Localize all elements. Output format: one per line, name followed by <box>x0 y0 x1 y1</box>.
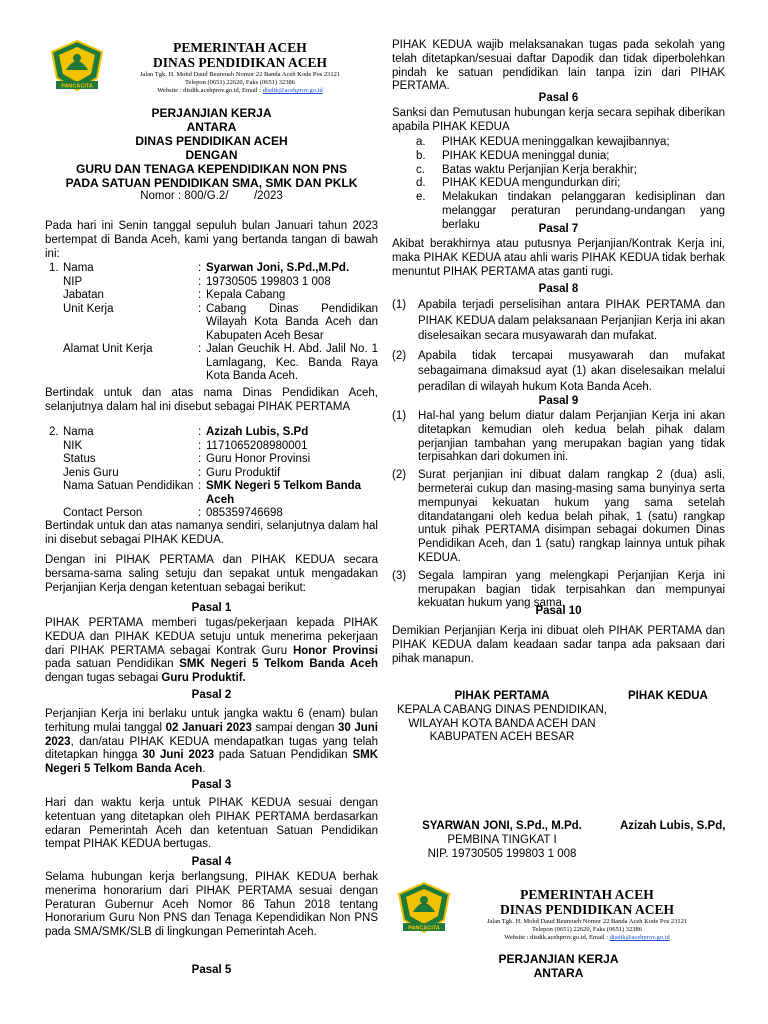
letterhead-page-2 <box>397 882 719 941</box>
list-item: a. PIHAK KEDUA meninggalkan kewajibannya; <box>416 136 670 148</box>
list-item: b. PIHAK KEDUA meninggal dunia; <box>416 149 610 162</box>
pasal-5-text: PIHAK KEDUA wajib melaksanakan tugas pada sekolah yang telah ditetapkan/sesuai daftar Dapodik dan tidak diperbolehkan pindah ke satuan pendidikan lain tanpa izin dari PIHAK PERTAMA. <box>392 39 725 93</box>
list-item: (1) Apabila terjadi perselisihan antara PIHAK PERTAMA dan PIHAK KEDUA dalam pelaksanaan Perjanjian Kerja ini akan diselesaikan secara musyawarah dan mufakat. <box>392 299 725 342</box>
pasal-8-list <box>392 298 725 395</box>
list-item: (1) Hal-hal yang belum diatur dalam Perjanjian Kerja ini akan ditetapkan kemudian oleh kedua belah pihak dalam perjanjian tambahan yang merupakan bagian yang tidak terpisahkan dari dokumen ini. <box>392 410 725 464</box>
heading-line-1: PERJANJIAN KERJA <box>151 106 272 120</box>
signature-pihak-kedua-label: PIHAK KEDUA <box>628 690 708 702</box>
logo-label: PANCACITA <box>61 83 93 90</box>
heading-line-1: PERJANJIAN KERJA <box>498 952 619 966</box>
letterhead-title-2: DINAS PENDIDIKAN ACEH <box>499 902 675 917</box>
letterhead-website: Website : disdik.acehprov.go.id, Email : disdik@acehprov.go.id <box>504 934 670 941</box>
pasal-5-title: Pasal 5 <box>191 964 232 976</box>
pasal-6-title: Pasal 6 <box>538 92 579 104</box>
letterhead-address: Jalan Tgk. H. Mohd Daud Beureueh Nomor 22 Banda Aceh Kode Pos 23121 <box>139 71 341 78</box>
pasal-10-text: Demikian Perjanjian Kerja ini dibuat oleh PIHAK PERTAMA dan PIHAK KEDUA dalam keadaan sadar tanpa ada paksaan dari pihak manapun. <box>392 625 725 665</box>
next-page-heading <box>392 952 725 980</box>
heading-line-5: GURU DAN TENAGA KEPENDIDIKAN NON PNS <box>76 162 347 176</box>
letterhead-address: Jalan Tgk. H. Mohd Daud Beureueh Nomor 22 Banda Aceh Kode Pos 23121 <box>486 918 688 925</box>
document-number: Nomor : 800/G.2/ /2023 <box>140 190 283 202</box>
pasal-3-title: Pasal 3 <box>191 779 232 791</box>
signature-pihak-pertama: PIHAK PERTAMA KEPALA CABANG DINAS PENDIDIKAN, WILAYAH KOTA BANDA ACEH DAN KABUPATEN ACEH BESAR <box>396 690 608 744</box>
pasal-6-intro: Sanksi dan Pemutusan hubungan kerja secara sepihak diberikan apabila PIHAK KEDUA <box>392 107 725 133</box>
document-heading <box>45 106 378 204</box>
heading-line-3: DINAS PENDIDIKAN ACEH <box>135 134 288 148</box>
letterhead-phone: Telepon (0651) 22620, Faks (0651) 32386 <box>184 79 296 86</box>
pasal-8-title: Pasal 8 <box>538 283 579 295</box>
pasal-4-title: Pasal 4 <box>191 856 232 868</box>
pasal-9-title: Pasal 9 <box>538 395 579 407</box>
letterhead-website: Website : disdik.acehprov.go.id, Email : disdik@acehprov.go.id <box>157 87 323 94</box>
party-2-closing: Bertindak untuk dan atas namanya sendiri, selanjutnya dalam hal ini disebut sebagai PIHAK KEDUA. <box>45 520 378 546</box>
pasal-7-text: Akibat berakhirnya atau putusnya Perjanjian/Kontrak Kerja ini, maka PIHAK KEDUA atau ahli waris PIHAK KEDUA tidak berhak menuntut PIHAK PERTAMA atas ganti rugi. <box>392 238 725 278</box>
signature-pertama-name-block: SYARWAN JONI, S.Pd., M.Pd. PEMBINA TINGKAT I NIP. 19730505 199803 1 008 <box>422 820 582 860</box>
list-item: (3) Segala lampiran yang melengkapi Perjanjian Kerja ini merupakan bagian tidak terpisahkan dan mempunyai kekuatan hukum yang sama. <box>392 569 725 610</box>
pasal-6-list <box>416 136 725 233</box>
email-link[interactable]: disdik@acehprov.go.id <box>609 934 670 941</box>
pasal-2-title: Pasal 2 <box>191 689 232 701</box>
party-1-closing: Bertindak untuk dan atas nama Dinas Pendidikan Aceh, selanjutnya dalam hal ini disebut sebagai PIHAK PERTAMA <box>45 387 378 413</box>
aceh-emblem-icon <box>50 40 104 92</box>
email-link[interactable]: disdik@acehprov.go.id <box>262 87 323 94</box>
heading-line-2: ANTARA <box>186 120 237 134</box>
pasal-9-list <box>392 410 725 611</box>
aceh-emblem-icon <box>397 882 451 934</box>
pasal-3-text: Hari dan waktu kerja untuk PIHAK KEDUA sesuai dengan ketentuan yang ditetapkan oleh PIHAK PERTAMA berdasarkan edaran Pemerintah Aceh dan ketentuan Satuan Pendidikan tempat PIHAK KEDUA bertugas. <box>45 797 378 851</box>
letterhead-phone: Telepon (0651) 22620, Faks (0651) 32386 <box>531 926 643 933</box>
letterhead <box>50 40 372 96</box>
list-item: (2) Surat perjanjian ini dibuat dalam rangkap 2 (dua) asli, bermeterai cukup dan masing-masing sama bunyinya serta mempunyai kekuatan hukum yang sama setelah ditandatangani oleh kedua belah pihak, 1 (satu) rangkap untuk pihak PERTAMA disimpan sebagai dokumen Dinas Pendidikan Aceh, dan 1 (satu) rangkap lainnya untuk pihak KEDUA. <box>392 469 725 564</box>
heading-line-2: ANTARA <box>533 966 584 980</box>
heading-line-6: PADA SATUAN PENDIDIKAN SMA, SMK DAN PKLK <box>65 176 358 190</box>
letterhead-title-1: PEMERINTAH ACEH <box>173 40 307 55</box>
letterhead-title-2: DINAS PENDIDIKAN ACEH <box>152 55 328 70</box>
agreement-paragraph: Dengan ini PIHAK PERTAMA dan PIHAK KEDUA secara bersama-sama saling setuju dan sepakat untuk mengadakan Perjanjian Kerja dengan ketentuan sebagai berikut: <box>45 554 378 594</box>
pasal-4-text: Selama hubungan kerja berlangsung, PIHAK KEDUA berhak menerima honorarium dari PIHAK PERTAMA sesuai dengan Peraturan Gubernur Aceh Nomor 86 Tahun 2018 tentang Honorarium Guru Non PNS dan Tenaga Kependidikan Non PNS pada SMA/SMK/SLB di lingkungan Pemerintah Aceh. <box>45 871 378 939</box>
pasal-1-title: Pasal 1 <box>191 602 232 614</box>
list-item: (2) Apabila tidak tercapai musyawarah dan mufakat sebagaimana dimaksud ayat (1) akan diselesaikan melalui peradilan di wilayah hukum Kota Banda Aceh. <box>392 349 725 393</box>
party-1-table: 1. Nama : Syarwan Joni, S.Pd.,M.Pd. NIP : 19730505 199803 1 008 Jabatan : Kepala Cabang Unit Kerja : Cabang Dinas Pendidikan Wilayah Kota Banda Aceh dan Kabupaten Aceh Besar Alamat Unit Kerja : Jalan Geuchik H. Abd. Jalil No. 1 Lamlagang, Kec. Banda Raya Kota Banda Aceh. <box>49 262 378 382</box>
pasal-7-title: Pasal 7 <box>538 223 579 235</box>
list-item: e. Melakukan tindakan pelanggaran kedisiplinan dan melanggar peraturan perundang-undangan yang berlaku <box>416 191 725 231</box>
signature-kedua-name: Azizah Lubis, S.Pd, <box>620 820 726 832</box>
party-2-table: 2. Nama : Azizah Lubis, S.Pd NIK : 1171065208980001 Status : Guru Honor Provinsi Jenis Guru : Guru Produktif Nama Satuan Pendidikan : SMK Negeri 5 Telkom Banda Aceh Contact Person : 085359746698 <box>49 426 362 519</box>
pasal-10-title: Pasal 10 <box>535 605 582 617</box>
list-item: d. PIHAK KEDUA mengundurkan diri; <box>416 177 621 190</box>
pasal-2-text: Perjanjian Kerja ini berlaku untuk jangka waktu 6 (enam) bulan terhitung mulai tanggal 02 Januari 2023 sampai dengan 30 Juni 2023, dan/atau PIHAK KEDUA mendapatkan tugas yang telah ditetapkan hingga 30 Juni 2023 pada Satuan Pendidikan SMK Negeri 5 Telkom Banda Aceh. <box>45 708 378 776</box>
heading-line-4: DENGAN <box>185 148 238 162</box>
intro-paragraph: Pada hari ini Senin tanggal sepuluh bulan Januari tahun 2023 bertempat di Banda Aceh, kami yang bertanda tangan di bawah ini: <box>45 220 378 260</box>
letterhead-title-1: PEMERINTAH ACEH <box>520 887 654 902</box>
logo-label: PANCACITA <box>408 925 440 932</box>
pasal-1-text: PIHAK PERTAMA memberi tugas/pekerjaan kepada PIHAK KEDUA dan PIHAK KEDUA setuju untuk menerima pekerjaan dari PIHAK PERTAMA sebagai Kontrak Guru Honor Provinsi pada satuan Pendidikan SMK Negeri 5 Telkom Banda Aceh dengan tugas sebagai Guru Produktif. <box>45 617 378 685</box>
list-item: c. Batas waktu Perjanjian Kerja berakhir; <box>416 163 637 176</box>
